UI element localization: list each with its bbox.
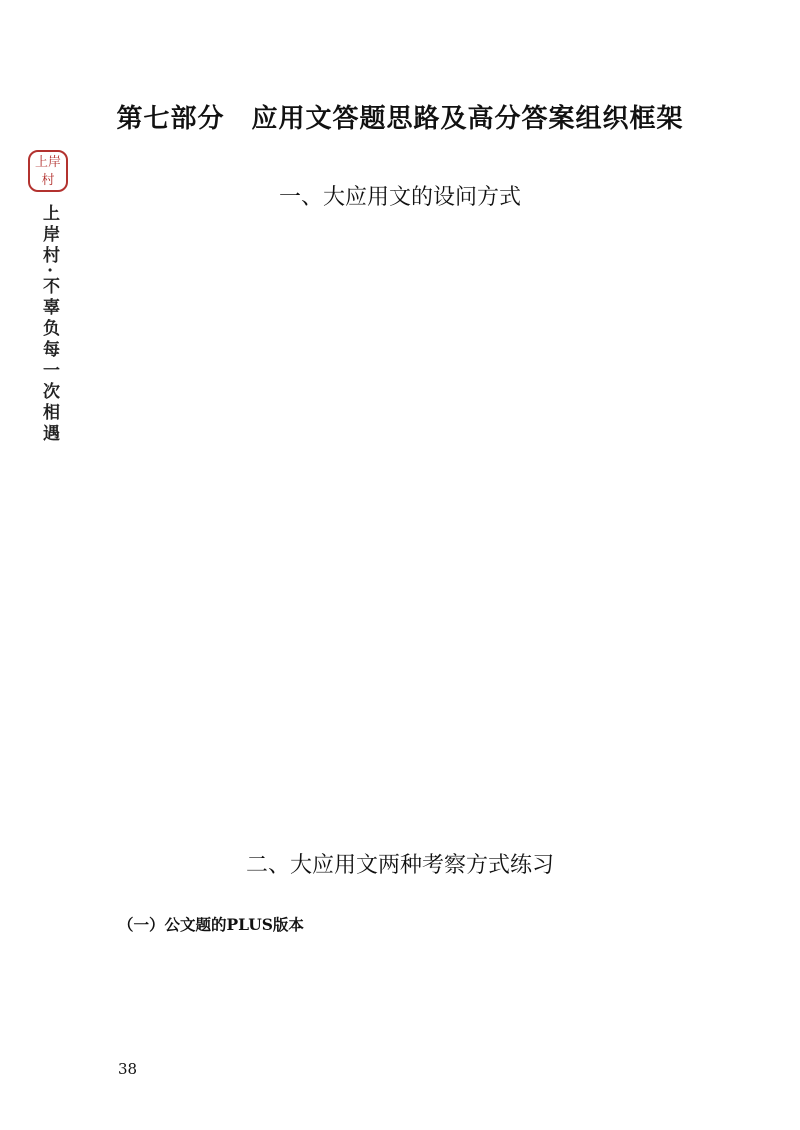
side-slogan: 上岸村·不辜负每一次相遇 <box>39 204 59 445</box>
page-number: 38 <box>118 1060 138 1078</box>
example-block <box>118 910 684 939</box>
section2-subheading: （一）公文题的PLUS版本 <box>118 915 304 934</box>
page-title: 第七部分 应用文答题思路及高分答案组织框架 <box>116 104 684 134</box>
section1-heading: 一、大应用文的设问方式 <box>278 185 521 210</box>
seal-line-2: 村 <box>41 173 55 188</box>
section2-heading: 二、大应用文两种考察方式练习 <box>245 853 554 878</box>
seal-line-1: 上岸 <box>34 155 61 170</box>
